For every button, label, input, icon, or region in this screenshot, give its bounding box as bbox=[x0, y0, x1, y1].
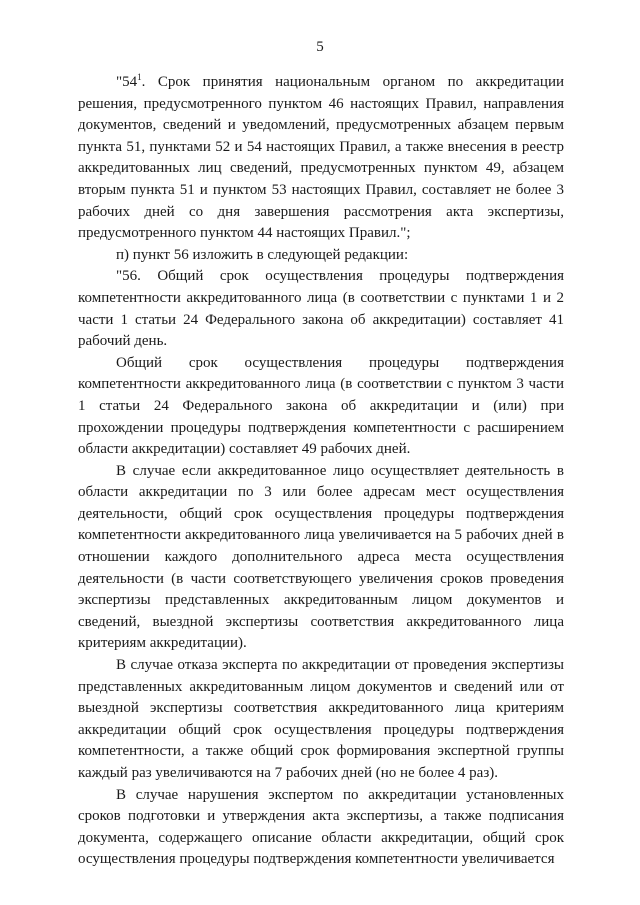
paragraph-54-1-lead: "54 bbox=[116, 74, 138, 90]
paragraph-amendment-p: п) пункт 56 изложить в следующей редакции: bbox=[116, 246, 409, 263]
paragraph-multiple-addresses: В случае если аккредитованное лицо осуществляет деятельность в области аккредитации по 3 или более адресам мест осуществления деятельности, общий срок осуществления процедуры подтверждения компетентности аккредитованного лица увеличивается на 5 рабочих дней в отношении каждого дополнительного адреса места осуществления деятельности (в части соответствующего увеличения сроков проведения экспертизы представленных аккредитованным лицом документов и сведений, выездной экспертизы соответствия аккредитованного лица критериям аккредитации). bbox=[78, 462, 564, 652]
paragraph-54-1 bbox=[78, 72, 564, 245]
paragraph-54-1-text: . Срок принятия национальным органом по аккредитации решения, предусмотренного пунктом 46 настоящих Правил, направления документов, сведений и уведомлений, предусмотренных абзацем первым пункта 51, пунктами 52 и 54 настоящих Правил, а также внесения в реестр аккредитованных лиц сведений, предусмотренных пунктом 49, абзацем вторым пункта 51 и пунктом 53 настоящих Правил, составляет не более 3 рабочих дней со дня завершения рассмотрения акта экспертизы, предусмотренного пунктом 44 настоящих Правил."; bbox=[78, 74, 564, 242]
paragraph-expert-violation: В случае нарушения экспертом по аккредитации установленных сроков подготовки и утверждения акта экспертизы, а также подписания документа, содержащего описание области аккредитации, общий срок осуществления процедуры подтверждения компетентности увеличивается bbox=[78, 786, 564, 868]
page-number: 5 bbox=[316, 39, 324, 55]
superscript-marker: 1 bbox=[137, 72, 142, 82]
paragraph-56: "56. Общий срок осуществления процедуры подтверждения компетентности аккредитованного лица (в соответствии с пунктами 1 и 2 части 1 статьи 24 Федерального закона об аккредитации) составляет 41 рабочий день. bbox=[78, 268, 564, 350]
paragraph-general-term: Общий срок осуществления процедуры подтверждения компетентности аккредитованного лица (в соответствии с пунктом 3 части 1 статьи 24 Федерального закона об аккредитации и (или) при прохождении процедуры подтверждения компетентности с расширением области аккредитации) составляет 49 рабочих дней. bbox=[78, 354, 564, 458]
paragraph-expert-refusal: В случае отказа эксперта по аккредитации от проведения экспертизы представленных аккредитованным лицом документов и сведений или от выездной экспертизы соответствия аккредитованного лица критериям аккредитации общий срок осуществления процедуры подтверждения компетентности, а также общий срок формирования экспертной группы каждый раз увеличиваются на 7 рабочих дней (но не более 4 раз). bbox=[78, 657, 564, 781]
document-body bbox=[78, 72, 564, 871]
